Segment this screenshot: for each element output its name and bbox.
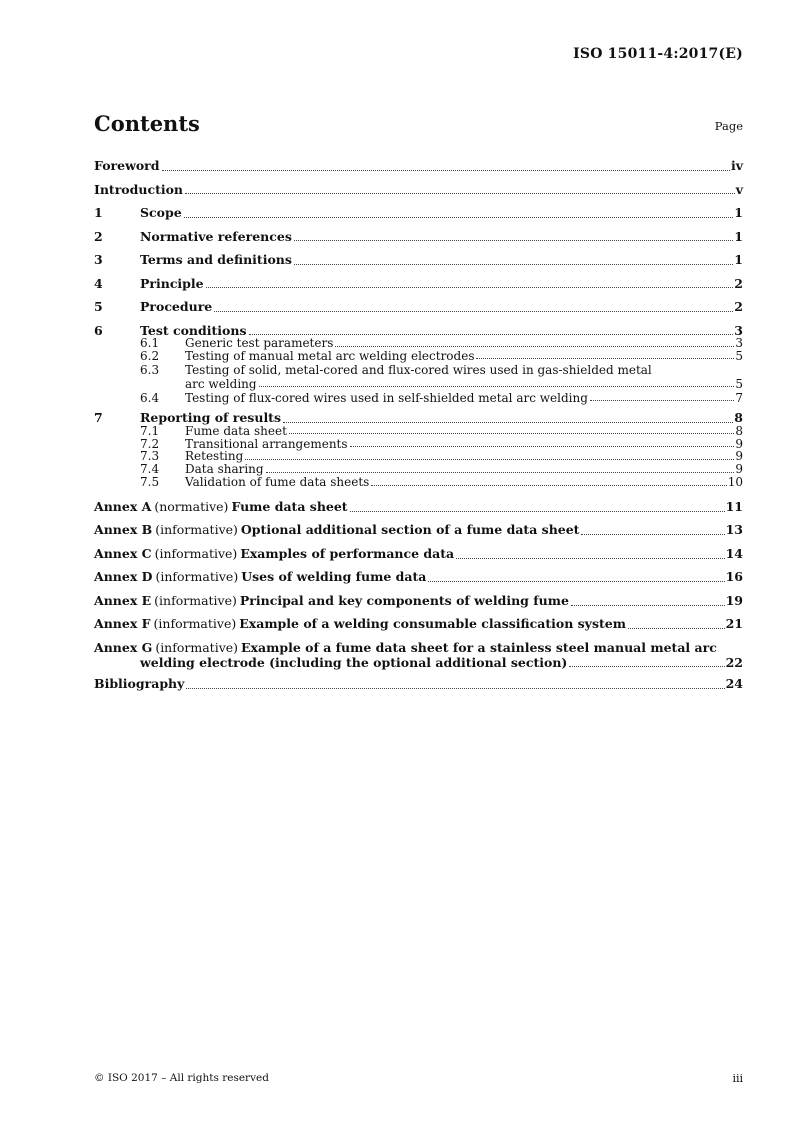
toc-entry-number: 1 bbox=[94, 205, 103, 220]
dot-leader bbox=[186, 687, 724, 689]
toc-entry-annex-g[interactable] bbox=[94, 636, 743, 672]
toc-entry-title: Reporting of results bbox=[140, 410, 281, 426]
annex-type: (informative) bbox=[153, 616, 237, 632]
toc-subentry-number: 6.4 bbox=[140, 390, 160, 405]
dot-leader bbox=[350, 445, 735, 447]
toc-subentry-title: Retesting bbox=[185, 449, 244, 464]
annex-name: Annex B bbox=[94, 522, 153, 538]
toc-entry-clause-4[interactable] bbox=[94, 272, 743, 296]
toc-subentry-title: Data sharing bbox=[185, 462, 264, 477]
annex-page: 21 bbox=[725, 616, 743, 632]
annex-type: (informative) bbox=[154, 592, 237, 608]
annex-title: Optional additional section of a fume data sheet bbox=[240, 522, 580, 538]
dot-leader bbox=[476, 357, 734, 359]
annex-title: Principal and key components of welding fume bbox=[239, 592, 569, 608]
annex-page: 14 bbox=[725, 545, 743, 561]
toc-subentry-7-1[interactable] bbox=[94, 425, 743, 438]
toc-subentry-page: 7 bbox=[735, 390, 743, 405]
dot-leader bbox=[185, 192, 735, 194]
dot-leader bbox=[283, 421, 733, 423]
toc-entry-title: Terms and definitions bbox=[140, 252, 292, 267]
toc-subentry-number: 6.2 bbox=[140, 348, 160, 363]
toc-subentry-title: Transitional arrangements bbox=[185, 436, 348, 451]
dot-leader bbox=[335, 345, 734, 347]
toc-entry-page: 24 bbox=[725, 675, 743, 691]
toc-entry-title: Test conditions bbox=[140, 322, 247, 338]
dot-leader bbox=[294, 263, 733, 265]
toc-entry-title: Foreword bbox=[94, 158, 160, 173]
toc-subentry-6-1[interactable] bbox=[94, 337, 743, 350]
annex-page: 13 bbox=[725, 522, 743, 538]
annex-title: Examples of performance data bbox=[240, 545, 455, 561]
toc-subentry-title: Fume data sheet bbox=[185, 423, 287, 438]
annex-title: Fume data sheet bbox=[231, 498, 348, 514]
toc-subentry-number: 6.3 bbox=[140, 362, 160, 377]
copyright-notice: © ISO 2017 – All rights reserved bbox=[94, 1072, 269, 1084]
annex-name: Annex F bbox=[94, 616, 151, 632]
toc-subentry-page: 9 bbox=[735, 462, 743, 477]
toc-subentry-7-5[interactable] bbox=[94, 476, 743, 489]
toc-subentry-title: Testing of flux-cored wires used in self-shielded metal arc welding bbox=[185, 390, 588, 405]
toc-entry-bibliography[interactable] bbox=[94, 672, 743, 696]
toc-entry-number: 3 bbox=[94, 252, 103, 267]
toc-subentry-title: Validation of fume data sheets bbox=[185, 475, 370, 490]
toc-entry-annex-c[interactable] bbox=[94, 542, 743, 566]
toc-entry-title: Introduction bbox=[94, 181, 184, 197]
toc-subentry-6-4[interactable] bbox=[94, 392, 743, 405]
dot-leader bbox=[289, 432, 734, 434]
toc-entry-title: Normative references bbox=[140, 228, 292, 244]
toc-subentry-number: 7.4 bbox=[140, 462, 160, 477]
annex-page: 19 bbox=[725, 592, 743, 608]
toc-entry-page: v bbox=[735, 181, 743, 197]
toc-entry-number: 5 bbox=[94, 299, 103, 314]
dot-leader bbox=[628, 627, 725, 629]
toc-entry-page: 1 bbox=[734, 205, 743, 220]
annex-type: (informative) bbox=[155, 522, 238, 538]
dot-leader bbox=[266, 471, 735, 473]
toc-subentry-title: Testing of manual metal arc welding electrodes bbox=[185, 348, 475, 363]
toc-subentry-page: 8 bbox=[735, 423, 743, 438]
toc-subentry-6-2[interactable] bbox=[94, 350, 743, 363]
toc-subentry-6-3[interactable] bbox=[94, 364, 743, 391]
toc-subentry-page: 10 bbox=[727, 475, 743, 490]
toc-subentry-number: 7.1 bbox=[140, 423, 160, 438]
annex-name: Annex D bbox=[94, 569, 153, 585]
document-identifier: ISO 15011-4:2017(E) bbox=[573, 46, 743, 62]
annex-name: Annex E bbox=[94, 592, 152, 608]
annex-type: (informative) bbox=[154, 545, 238, 561]
page-number: iii bbox=[732, 1072, 743, 1085]
toc-subentry-page: 5 bbox=[735, 348, 743, 363]
annex-page: 11 bbox=[725, 498, 743, 514]
dot-leader bbox=[350, 510, 725, 512]
dot-leader bbox=[184, 216, 734, 218]
toc-entry-clause-3[interactable] bbox=[94, 248, 743, 272]
dot-leader bbox=[569, 665, 724, 667]
toc-subentry-page: 9 bbox=[735, 449, 743, 464]
dot-leader bbox=[249, 333, 734, 335]
annex-title-continued: welding electrode (including the optional additional section) bbox=[140, 654, 568, 670]
toc-entry-title: Bibliography bbox=[94, 675, 185, 691]
toc-entry-number: 6 bbox=[94, 322, 103, 338]
toc-subentry-number: 6.1 bbox=[140, 336, 160, 350]
toc-subentry-page: 5 bbox=[735, 376, 743, 391]
dot-leader bbox=[294, 239, 733, 241]
toc-subentry-page: 3 bbox=[735, 336, 743, 350]
annex-title: Example of a fume data sheet for a stainless steel manual metal arc bbox=[241, 639, 717, 655]
dot-leader bbox=[245, 458, 734, 460]
toc-entry-title: Scope bbox=[140, 205, 182, 220]
toc-entry-number: 4 bbox=[94, 275, 103, 291]
toc-entry-page: 2 bbox=[734, 275, 743, 291]
toc-entry-page: 2 bbox=[734, 299, 743, 314]
dot-leader bbox=[428, 580, 724, 582]
annex-title: Example of a welding consumable classification system bbox=[239, 616, 626, 632]
toc-subentry-number: 7.3 bbox=[140, 449, 160, 464]
toc-subentry-page: 9 bbox=[735, 436, 743, 451]
dot-leader bbox=[259, 385, 735, 387]
dot-leader bbox=[371, 484, 726, 486]
toc-entry-annex-d[interactable] bbox=[94, 565, 743, 589]
toc-entry-number: 7 bbox=[94, 410, 103, 426]
toc-entry-page: 1 bbox=[734, 252, 743, 267]
toc-entry-clause-2[interactable] bbox=[94, 225, 743, 249]
annex-page: 16 bbox=[725, 569, 743, 585]
annex-page: 22 bbox=[725, 654, 743, 670]
dot-leader bbox=[214, 310, 733, 312]
dot-leader bbox=[571, 604, 725, 606]
toc-subentry-title-continued: arc welding bbox=[185, 376, 257, 391]
annex-name: Annex A bbox=[94, 498, 152, 514]
toc-entry-annex-e[interactable] bbox=[94, 589, 743, 613]
toc-entry-annex-f[interactable] bbox=[94, 612, 743, 636]
table-of-contents bbox=[94, 154, 743, 695]
toc-entry-title: Procedure bbox=[140, 299, 213, 314]
toc-entry-number: 2 bbox=[94, 228, 103, 244]
toc-subentry-title: Testing of solid, metal-cored and flux-cored wires used in gas-shielded metal bbox=[185, 362, 652, 377]
dot-leader bbox=[456, 557, 724, 559]
annex-name: Annex C bbox=[94, 545, 152, 561]
toc-entry-page: 3 bbox=[734, 322, 743, 338]
toc-subentry-number: 7.2 bbox=[140, 436, 160, 451]
annex-type: (informative) bbox=[155, 639, 239, 655]
toc-entry-page: 8 bbox=[734, 410, 743, 426]
toc-entry-annex-b[interactable] bbox=[94, 518, 743, 542]
dot-leader bbox=[581, 533, 724, 535]
toc-entry-page: iv bbox=[730, 158, 743, 173]
dot-leader bbox=[590, 399, 734, 401]
annex-type: (informative) bbox=[155, 569, 239, 585]
toc-entry-clause-1[interactable] bbox=[94, 201, 743, 225]
dot-leader bbox=[162, 169, 730, 171]
page-column-label: Page bbox=[714, 119, 743, 133]
annex-title: Uses of welding fume data bbox=[241, 569, 427, 585]
contents-heading: Contents bbox=[94, 111, 200, 136]
annex-name: Annex G bbox=[94, 639, 153, 655]
toc-entry-clause-5[interactable] bbox=[94, 295, 743, 319]
toc-entry-annex-a[interactable] bbox=[94, 495, 743, 519]
toc-subentry-number: 7.5 bbox=[140, 475, 160, 490]
annex-type: (normative) bbox=[154, 498, 229, 514]
toc-entry-page: 1 bbox=[734, 228, 743, 244]
toc-subentry-title: Generic test parameters bbox=[185, 336, 334, 350]
toc-entry-foreword[interactable] bbox=[94, 154, 743, 178]
toc-entry-introduction[interactable] bbox=[94, 178, 743, 202]
dot-leader bbox=[206, 286, 734, 288]
toc-entry-title: Principle bbox=[140, 275, 204, 291]
